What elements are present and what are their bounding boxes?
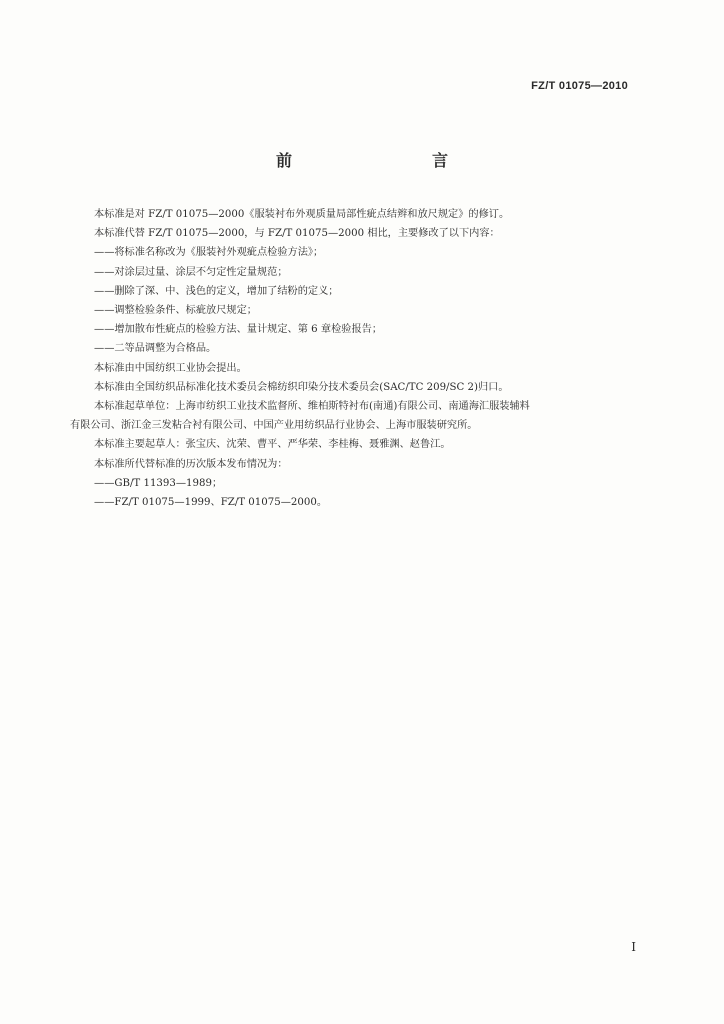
list-item-change: ——将标准名称改为《服装衬外观疵点检验方法》； <box>94 247 324 259</box>
paragraph-previous-editions: 本标准所代替标准的历次版本发布情况为： <box>94 458 288 470</box>
page-title: 前 言 <box>275 151 484 170</box>
page-number: I <box>631 940 636 954</box>
list-item-change: ——增加散布性疵点的检验方法、量计规定、第 6 章检验报告； <box>94 324 383 336</box>
paragraph-revision-of: 本标准是对 FZ/T 01075—2000《服装衬布外观质量局部性疵点结辫和放尺规定》的修订。 <box>94 209 510 220</box>
paragraph-drafting-units-cont: 有限公司、浙江金三发粘合衬有限公司、中国产业用纺织品行业协会、上海市服装研究所。 <box>70 420 478 432</box>
list-item-change: ——调整检验条件、标疵放尺规定； <box>94 305 257 317</box>
list-item-edition: ——FZ/T 01075—1999、FZ/T 01075—2000。 <box>94 497 328 509</box>
paragraph-proposed-by: 本标准由中国纺织工业协会提出。 <box>94 362 247 374</box>
paragraph-drafting-units: 本标准起草单位：上海市纺织工业技术监督所、维柏斯特衬布(南通)有限公司、南通海汇服装辅料 <box>94 401 530 413</box>
standard-code: FZ/T 01075—2010 <box>531 80 628 92</box>
paragraph-drafters: 本标准主要起草人：张宝庆、沈荣、曹平、严华荣、李桂梅、聂雅渊、赵鲁江。 <box>94 439 451 451</box>
list-item-change: ——对涂层过量、涂层不匀定性定量规范； <box>94 266 288 278</box>
list-item-change: ——删除了深、中、浅色的定义，增加了结粉的定义； <box>94 285 339 297</box>
list-item-edition: ——GB/T 11393—1989； <box>94 477 223 489</box>
paragraph-replaces: 本标准代替 FZ/T 01075—2000，与 FZ/T 01075—2000 相比，主要修改了以下内容： <box>94 228 500 240</box>
foreword-body <box>70 205 670 512</box>
paragraph-under-jurisdiction: 本标准由全国纺织品标准化技术委员会棉纺织印染分技术委员会(SAC/TC 209/SC 2)归口。 <box>94 381 509 393</box>
list-item-change: ——二等品调整为合格品。 <box>94 343 217 355</box>
